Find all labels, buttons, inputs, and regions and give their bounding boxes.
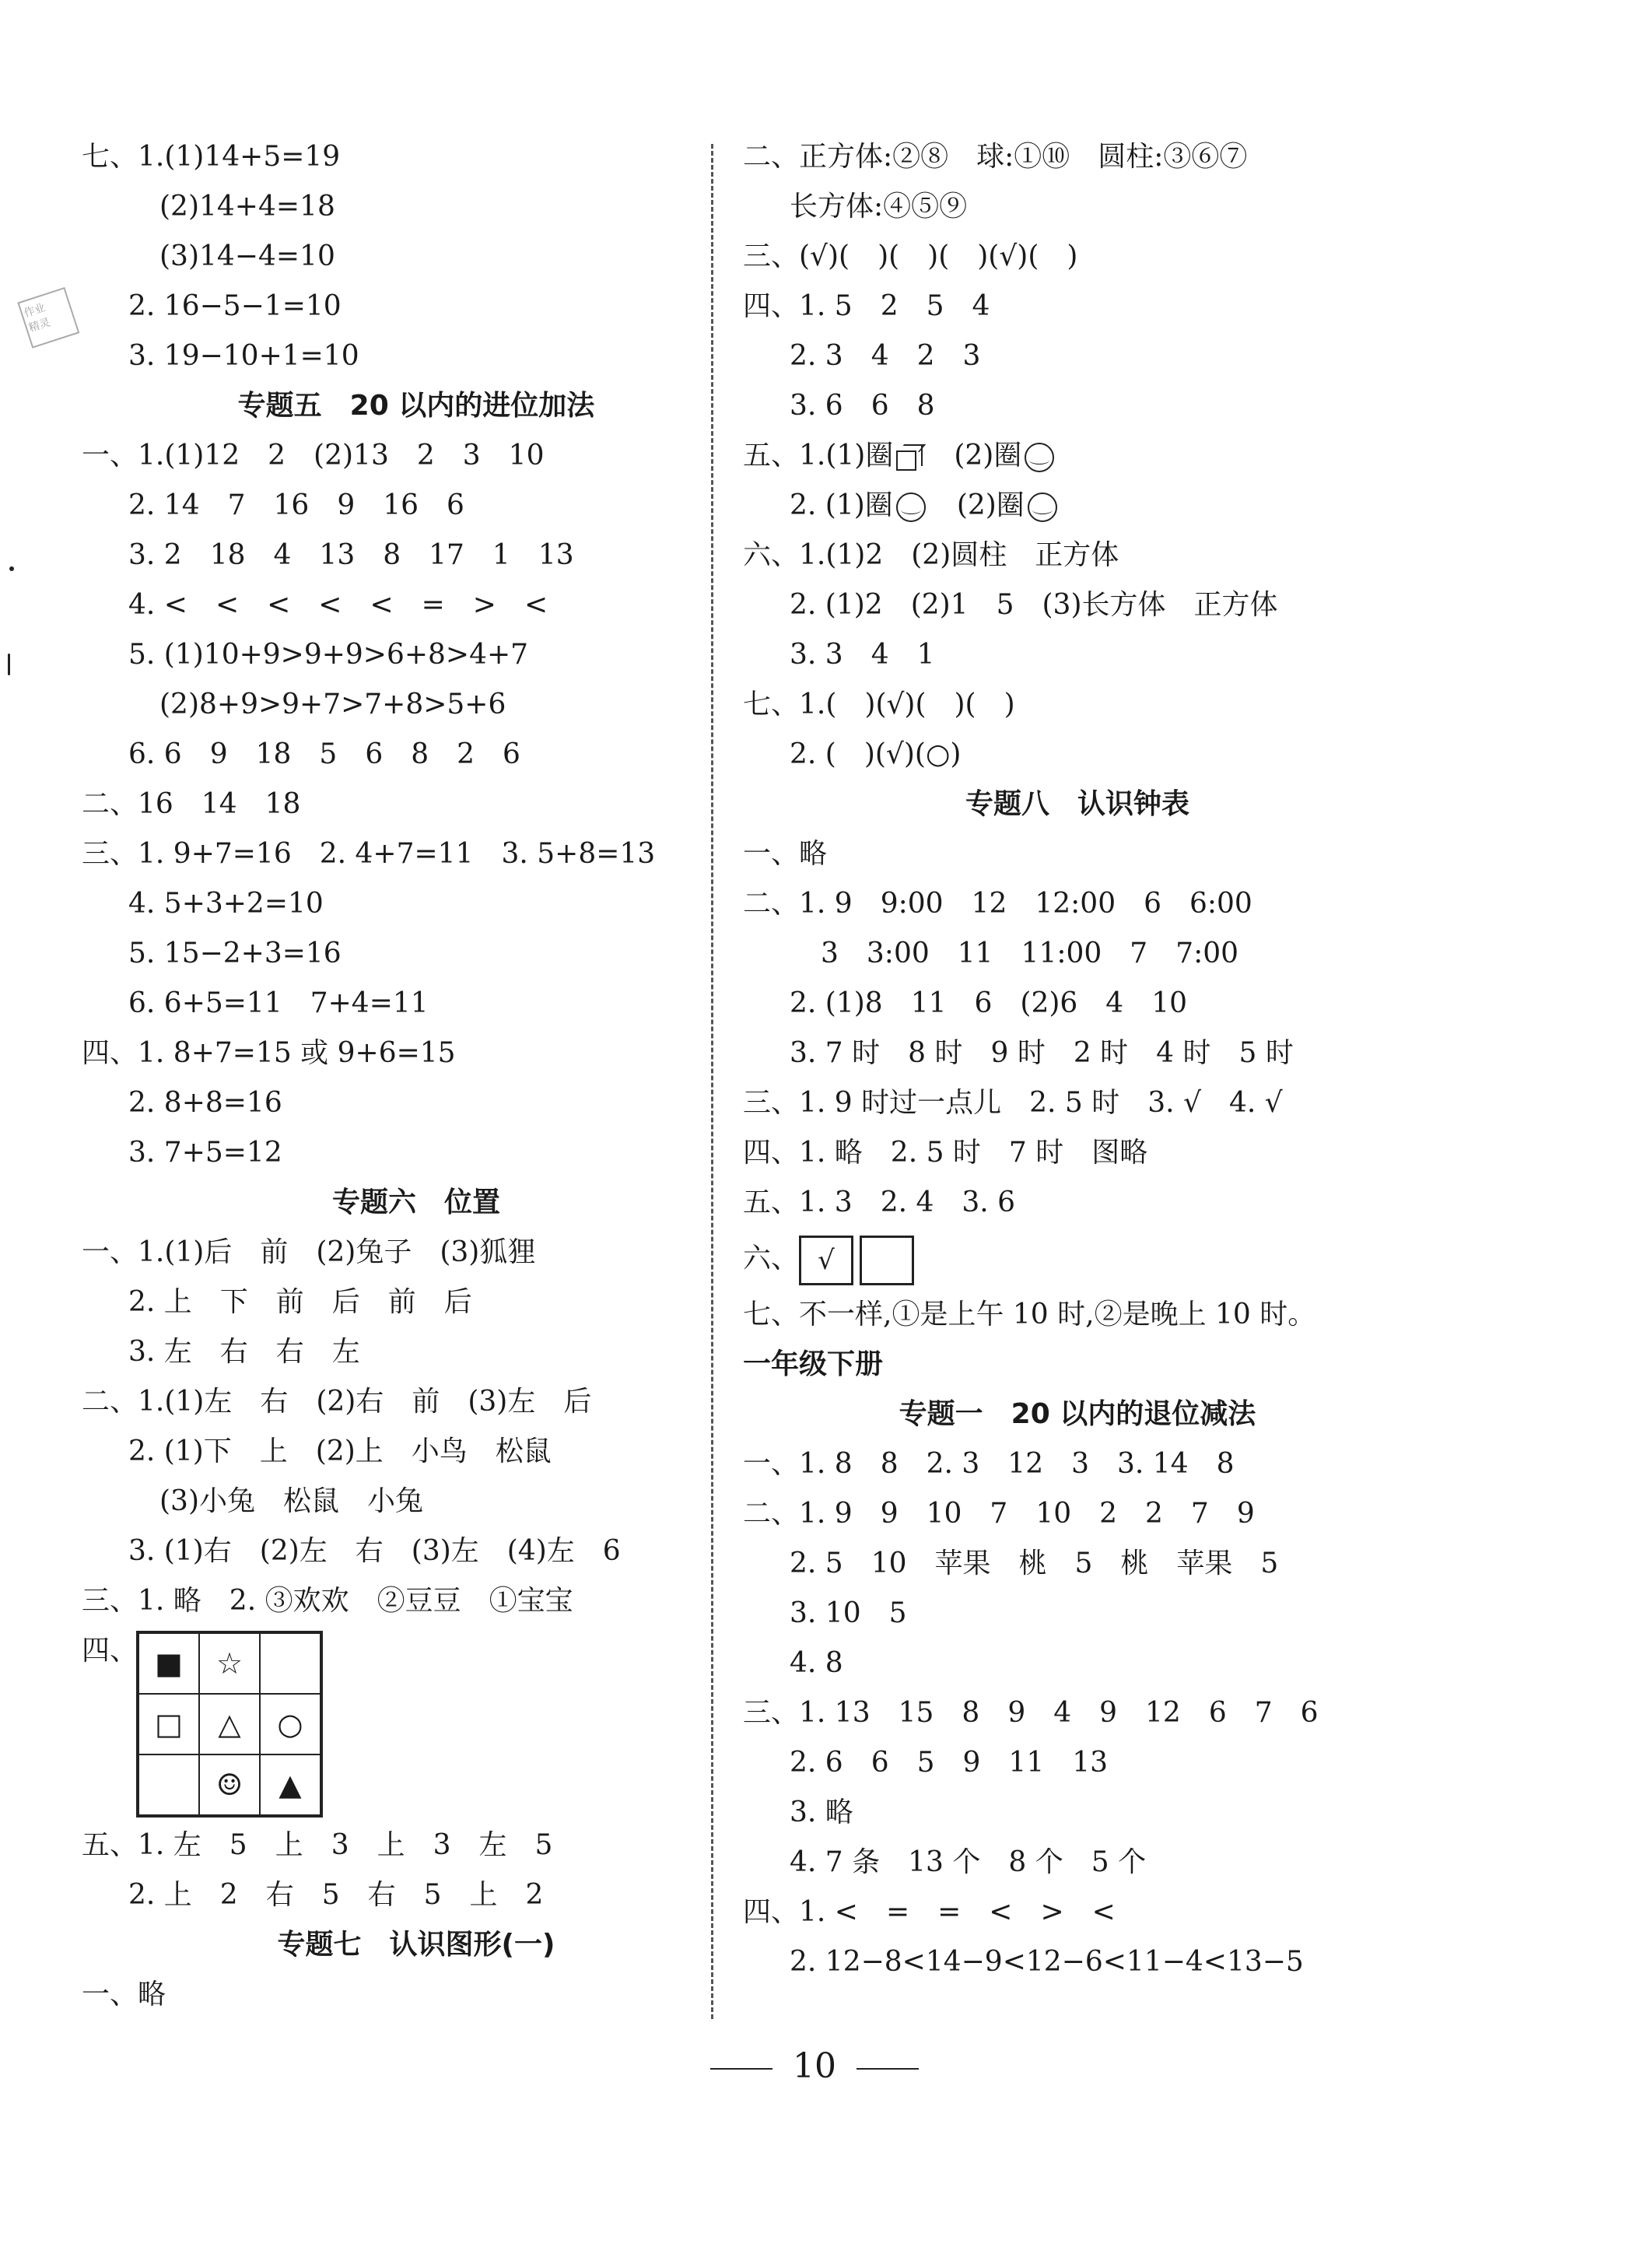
position-grid bbox=[136, 1631, 323, 1818]
answer-line: 一、1.(1)后 前 (2)兔子 (3)狐狸 bbox=[82, 1236, 536, 1268]
answer-line: 2. 16−5−1=10 bbox=[128, 290, 342, 322]
answer-line: 三、1. 9+7=16 2. 4+7=11 3. 5+8=13 bbox=[82, 838, 656, 870]
left-column bbox=[82, 132, 751, 2020]
grid-cell: ▲ bbox=[260, 1754, 321, 1815]
answer-line: 三、1. 13 15 8 9 4 9 12 6 7 6 bbox=[743, 1697, 1319, 1729]
section-heading: 专题六 位置 bbox=[331, 1187, 500, 1218]
answer-line: 3. 7+5=12 bbox=[128, 1137, 282, 1169]
answer-line: 2. (1)8 11 6 (2)6 4 10 bbox=[790, 987, 1188, 1019]
scan-speck bbox=[9, 566, 14, 571]
answer-line: 2. 12−8<14−9<12−6<11−4<13−5 bbox=[790, 1946, 1304, 1978]
answer-line: 4. 7 条 13 个 8 个 5 个 bbox=[790, 1846, 1147, 1878]
answer-line: 六、1.(1)2 (2)圆柱 正方体 bbox=[743, 539, 1119, 571]
page-number: 10 bbox=[793, 2046, 836, 2086]
answer-line: 一、略 bbox=[82, 1979, 166, 2010]
answer-text: 2. (1)圈 bbox=[790, 489, 893, 521]
answer-line: 一、1. 8 8 2. 3 12 3 3. 14 8 bbox=[743, 1448, 1235, 1480]
grid-cell: ☺ bbox=[199, 1754, 260, 1815]
answer-line: 四、1. 5 2 5 4 bbox=[743, 290, 990, 322]
grid-cell: ○ bbox=[260, 1694, 321, 1754]
section-heading: 专题一 20 以内的退位减法 bbox=[899, 1398, 1256, 1430]
answer-line: 三、1. 略 2. ③欢欢 ②豆豆 ①宝宝 bbox=[82, 1585, 573, 1617]
grade-heading: 一年级下册 bbox=[743, 1348, 884, 1380]
answer-line: 2. 8+8=16 bbox=[128, 1087, 282, 1119]
answer-line: 七、1.( )(√)( )( ) bbox=[743, 689, 1015, 720]
answer-line: 3. 7 时 8 时 9 时 2 时 4 时 5 时 bbox=[790, 1037, 1294, 1069]
answer-line: 3. 6 6 8 bbox=[790, 390, 935, 422]
answer-line: 四、1. 8+7=15 或 9+6=15 bbox=[82, 1037, 456, 1069]
grid-cell: ■ bbox=[138, 1633, 199, 1694]
sphere-icon bbox=[1028, 493, 1057, 522]
answer-line: 二、正方体:②⑧ 球:①⑩ 圆柱:③⑥⑦ bbox=[743, 141, 1248, 173]
footer-dash bbox=[710, 2068, 772, 2070]
answer-line: 2. (1)下 上 (2)上 小鸟 松鼠 bbox=[128, 1435, 552, 1467]
answer-line: 2. 5 10 苹果 桃 5 桃 苹果 5 bbox=[790, 1548, 1279, 1579]
position-grid-answer bbox=[82, 1626, 751, 1821]
answer-line: 2. (1)2 (2)1 5 (3)长方体 正方体 bbox=[790, 589, 1278, 621]
answer-line: 四、1. 略 2. 5 时 7 时 图略 bbox=[743, 1137, 1148, 1169]
empty-box bbox=[860, 1236, 914, 1285]
answer-line: 5. 15−2+3=16 bbox=[128, 938, 342, 969]
grid-cell bbox=[260, 1633, 321, 1694]
answer-line: 2. 上 下 前 后 前 后 bbox=[128, 1286, 472, 1318]
scan-speck bbox=[8, 654, 10, 675]
answer-line: (3)小兔 松鼠 小兔 bbox=[159, 1485, 423, 1517]
answer-line: 二、1. 9 9 10 7 10 2 2 7 9 bbox=[743, 1498, 1255, 1530]
checked-box: √ bbox=[799, 1236, 853, 1285]
answer-line: 七、不一样,①是上午 10 时,②是晚上 10 时。 bbox=[743, 1299, 1316, 1330]
check-boxes bbox=[799, 1236, 914, 1285]
page-footer bbox=[0, 2046, 1629, 2086]
answer-line: 3. (1)右 (2)左 右 (3)左 (4)左 6 bbox=[128, 1535, 621, 1567]
answer-line: 二、1. 9 9:00 12 12:00 6 6:00 bbox=[743, 888, 1252, 920]
answer-line: 2. ( )(√)(○) bbox=[790, 738, 962, 770]
answer-line: 3. 略 bbox=[790, 1797, 853, 1828]
grid-cell: △ bbox=[199, 1694, 260, 1754]
section-heading: 专题八 认识钟表 bbox=[965, 788, 1189, 820]
answer-label: 四、 bbox=[82, 1635, 138, 1667]
answer-line bbox=[743, 431, 1412, 481]
answer-line: 3. 左 右 右 左 bbox=[128, 1336, 360, 1368]
answer-text: (2)圈 bbox=[954, 440, 1022, 471]
answer-line: 2. 14 7 16 9 16 6 bbox=[128, 489, 464, 521]
answer-line: (2)14+4=18 bbox=[159, 191, 335, 223]
answer-line: 长方体:④⑤⑨ bbox=[790, 191, 968, 223]
answer-line: 三、(√)( )( )( )(√)( ) bbox=[743, 240, 1078, 272]
grid-cell: ☆ bbox=[199, 1633, 260, 1694]
answer-line: 2. 上 2 右 5 右 5 上 2 bbox=[128, 1879, 544, 1911]
answer-line: 四、1. < = = < > < bbox=[743, 1896, 1116, 1928]
answer-line: 3. 3 4 1 bbox=[790, 639, 935, 671]
right-column bbox=[743, 132, 1412, 1987]
answer-line bbox=[743, 1228, 1412, 1290]
section-heading: 专题七 认识图形(一) bbox=[277, 1929, 555, 1961]
answer-line: 3. 10 5 bbox=[790, 1597, 907, 1629]
answer-line: 三、1. 9 时过一点儿 2. 5 时 3. √ 4. √ bbox=[743, 1087, 1283, 1119]
cube-icon bbox=[896, 444, 923, 471]
answer-line: 6. 6 9 18 5 6 8 2 6 bbox=[128, 738, 520, 770]
answer-line bbox=[743, 481, 1412, 531]
answer-line: 一、1.(1)12 2 (2)13 2 3 10 bbox=[82, 440, 545, 471]
answer-line: (3)14−4=10 bbox=[159, 240, 335, 272]
sphere-icon bbox=[896, 493, 926, 522]
answer-label: 六、 bbox=[743, 1243, 800, 1274]
answer-line: 6. 6+5=11 7+4=11 bbox=[128, 987, 429, 1019]
answer-line: 五、1. 3 2. 4 3. 6 bbox=[743, 1187, 1016, 1218]
section-heading: 专题五 20 以内的进位加法 bbox=[237, 390, 595, 422]
answer-line: 4. < < < < < = > < bbox=[128, 589, 548, 621]
answer-line: 3. 19−10+1=10 bbox=[128, 340, 359, 372]
grid-cell: □ bbox=[138, 1694, 199, 1754]
answer-line: 4. 8 bbox=[790, 1647, 843, 1679]
answer-text: 五、1.(1)圈 bbox=[743, 440, 894, 471]
answer-line: 二、1.(1)左 右 (2)右 前 (3)左 后 bbox=[82, 1386, 592, 1418]
grid-cell bbox=[138, 1754, 199, 1815]
answer-line: 3 3:00 11 11:00 7 7:00 bbox=[821, 938, 1239, 969]
answer-line: (2)8+9>9+7>7+8>5+6 bbox=[159, 689, 506, 720]
answer-line: 一、略 bbox=[743, 838, 828, 870]
answer-line: 2. 3 4 2 3 bbox=[790, 340, 981, 372]
sphere-icon bbox=[1025, 443, 1054, 472]
answer-line: 二、16 14 18 bbox=[82, 788, 301, 820]
answer-line: 5. (1)10+9>9+9>6+8>4+7 bbox=[128, 639, 529, 671]
answer-line: 3. 2 18 4 13 8 17 1 13 bbox=[128, 539, 574, 571]
answer-line: 2. 6 6 5 9 11 13 bbox=[790, 1747, 1109, 1779]
stamp-logo: 作业 精灵 bbox=[6, 277, 98, 366]
answer-line: 4. 5+3+2=10 bbox=[128, 888, 324, 920]
answer-line: 五、1. 左 5 上 3 上 3 左 5 bbox=[82, 1829, 553, 1861]
answer-line: 七、1.(1)14+5=19 bbox=[82, 141, 341, 173]
answer-text: (2)圈 bbox=[956, 489, 1025, 521]
footer-dash bbox=[857, 2068, 919, 2070]
